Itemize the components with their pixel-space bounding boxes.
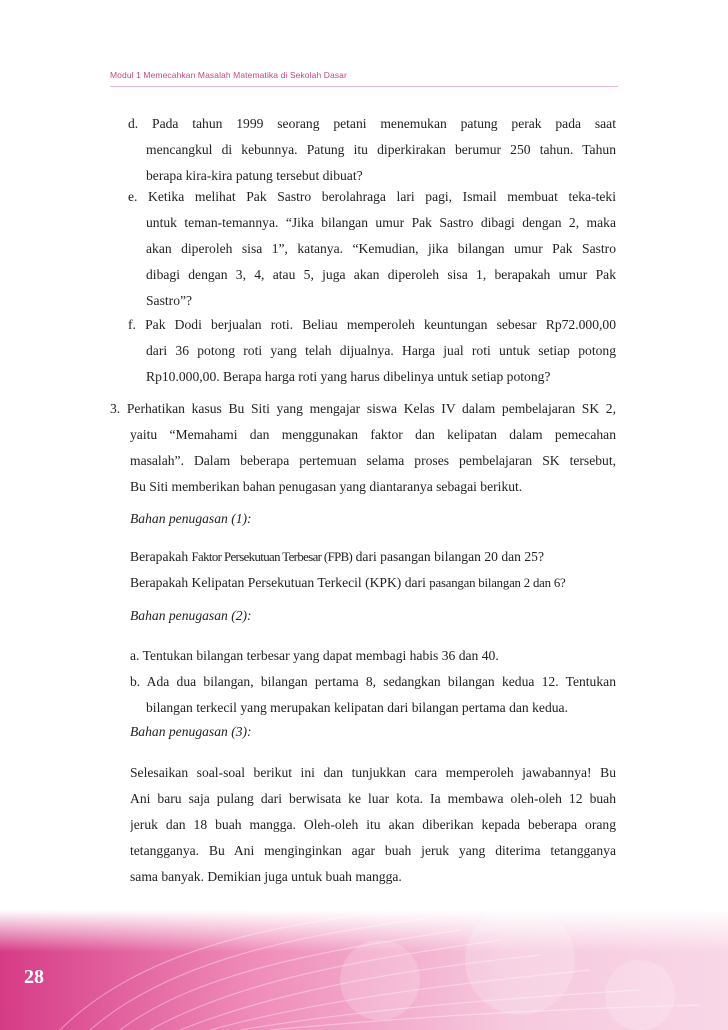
task-3-line-1: Selesaikan soal-soal berikut ini dan tunjukkan cara memperoleh jawabannya! Bu xyxy=(130,765,616,780)
question-3 xyxy=(110,396,616,500)
task-2 xyxy=(130,603,616,629)
task-2-item-b-line-2: bilangan terkecil yang merupakan kelipatan dari bilangan pertama dan kedua. xyxy=(146,700,568,715)
footer-decoration xyxy=(0,910,728,1030)
task-3-text xyxy=(130,760,616,890)
task-2-questions xyxy=(130,643,616,721)
item-f-line-3: Rp10.000,00. Berapa harga roti yang harus dibelinya untuk setiap potong? xyxy=(146,369,551,384)
task-3 xyxy=(130,719,616,745)
item-f-line-1: f. Pak Dodi berjualan roti. Beliau memperoleh keuntungan sebesar Rp72.000,00 xyxy=(128,317,616,332)
item-d-line-3: berapa kira-kira patung tersebut dibuat? xyxy=(146,168,363,183)
task-1-line-2 xyxy=(130,570,616,596)
task-3-line-3: jeruk dan 18 buah mangga. Oleh-oleh itu akan diberikan kepada beberapa orang xyxy=(130,817,616,832)
task-2-item-a: a. Tentukan bilangan terbesar yang dapat membagi habis 36 dan 40. xyxy=(130,648,499,663)
item-e xyxy=(128,184,616,314)
task-1 xyxy=(130,506,616,532)
task-2-item-b-line-1: b. Ada dua bilangan, bilangan pertama 8, sedangkan bilangan kedua 12. Tentukan xyxy=(130,674,616,689)
task-1-line-1-term: Faktor Persekutuan Terbesar (FPB) xyxy=(191,550,353,564)
item-f-line-2: dari 36 potong roti yang telah dijualnya. Harga jual roti untuk setiap potong xyxy=(146,343,616,358)
header-rule xyxy=(110,86,618,87)
question-3-line-1: 3. Perhatikan kasus Bu Siti yang mengajar siswa Kelas IV dalam pembelajaran SK 2, xyxy=(110,401,616,416)
running-header: Modul 1 Memecahkan Masalah Matematika di Sekolah Dasar xyxy=(110,70,347,80)
task-1-questions xyxy=(130,544,616,596)
item-d xyxy=(128,111,616,189)
item-e-line-1: e. Ketika melihat Pak Sastro berolahraga lari pagi, Ismail membuat teka-teki xyxy=(128,189,616,204)
task-1-line-2-a: Berapakah Kelipatan Persekutuan Terkecil (KPK) dari xyxy=(130,575,430,590)
question-3-line-4: Bu Siti memberikan bahan penugasan yang diantaranya sebagai berikut. xyxy=(130,479,523,494)
item-f xyxy=(128,312,616,390)
task-1-line-1 xyxy=(130,544,616,570)
item-e-line-3: akan diperoleh sisa 1”, katanya. “Kemudian, jika bilangan umur Pak Sastro xyxy=(146,241,616,256)
item-e-line-5: Sastro”? xyxy=(146,293,193,308)
task-2-heading: Bahan penugasan (2): xyxy=(130,608,252,623)
task-3-heading: Bahan penugasan (3): xyxy=(130,724,252,739)
task-3-line-4: tetangganya. Bu Ani menginginkan agar buah jeruk yang diterima tetangganya xyxy=(130,843,616,858)
item-e-line-2: untuk teman-temannya. “Jika bilangan umur Pak Sastro dibagi dengan 2, maka xyxy=(146,215,616,230)
question-3-line-2: yaitu “Memahami dan menggunakan faktor dan kelipatan dalam pemecahan xyxy=(130,427,616,442)
task-3-line-2: Ani baru saja pulang dari berwisata ke luar kota. Ia membawa oleh-oleh 12 buah xyxy=(130,791,616,806)
question-3-line-3: masalah”. Dalam beberapa pertemuan selama proses pembelajaran SK tersebut, xyxy=(130,453,616,468)
task-1-line-2-b: pasangan bilangan 2 dan 6? xyxy=(429,576,566,590)
item-d-line-2: mencangkul di kebunnya. Patung itu diperkirakan berumur 250 tahun. Tahun xyxy=(146,142,616,157)
footer-band xyxy=(0,910,728,1030)
task-1-line-1-a: Berapakah xyxy=(130,549,192,564)
item-d-line-1: d. Pada tahun 1999 seorang petani menemukan patung perak pada saat xyxy=(128,116,616,131)
page-number: 28 xyxy=(24,966,44,988)
task-1-heading: Bahan penugasan (1): xyxy=(130,511,252,526)
task-3-line-5: sama banyak. Demikian juga untuk buah mangga. xyxy=(130,869,402,884)
task-1-line-1-c: dari pasangan bilangan 20 dan 25? xyxy=(352,549,544,564)
item-e-line-4: dibagi dengan 3, 4, atau 5, juga akan diperoleh sisa 1, berapakah umur Pak xyxy=(146,267,616,282)
